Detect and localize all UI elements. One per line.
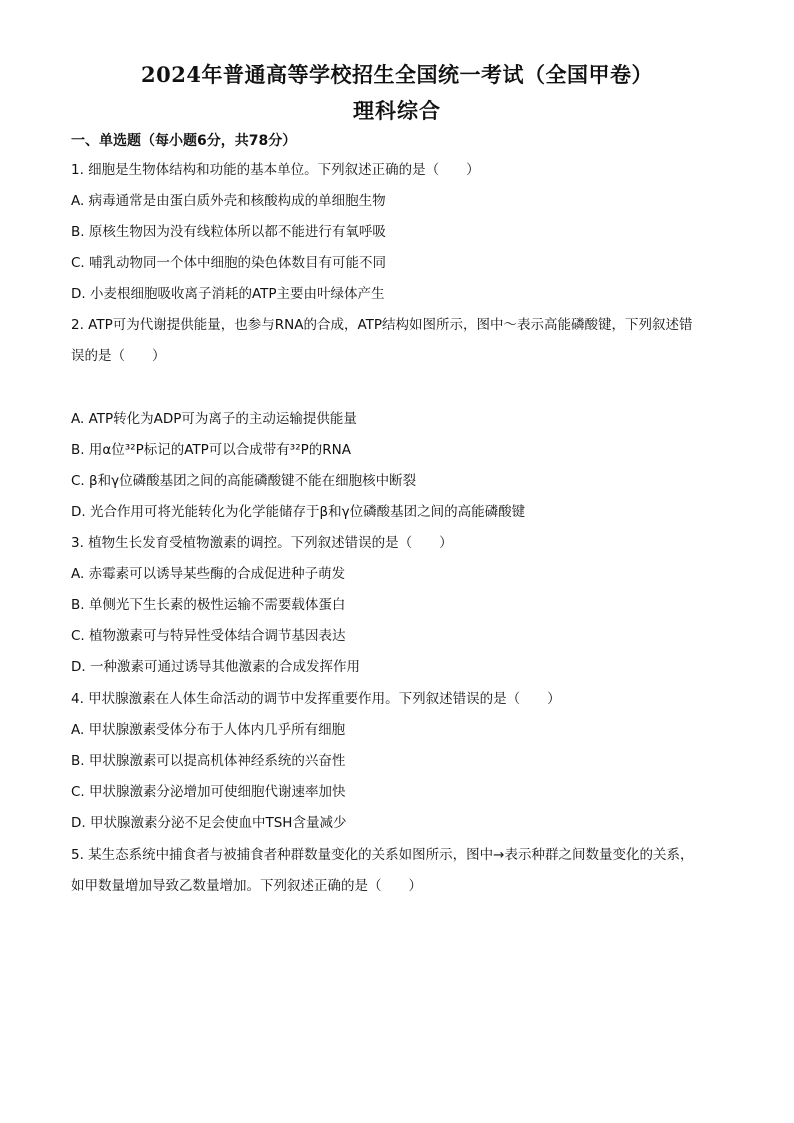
question-3-option-b: B. 单侧光下生长素的极性运输不需要载体蛋白 [71,597,346,613]
question-3-stem: 3. 植物生长发育受植物激素的调控。下列叙述错误的是（ ） [71,535,453,551]
question-2-option-a: A. ATP转化为ADP可为离子的主动运输提供能量 [71,411,357,427]
exam-subtitle: 理科综合 [353,98,441,123]
question-1-option-c: C. 哺乳动物同一个体中细胞的染色体数目有可能不同 [71,255,387,271]
question-2-option-b: B. 用α位³²P标记的ATP可以合成带有³²P的RNA [71,442,351,458]
question-3-option-d: D. 一种激素可通过诱导其他激素的合成发挥作用 [71,659,360,675]
question-3-option-c: C. 植物激素可与特异性受体结合调节基因表达 [71,628,346,644]
question-5-stem-line-2: 如甲数量增加导致乙数量增加。下列叙述正确的是（ ） [71,878,422,894]
question-5-stem-line-1: 5. 某生态系统中捕食者与被捕食者种群数量变化的关系如图所示，图中→表示种群之间数量变化的关系， [71,847,694,863]
question-1-option-d: D. 小麦根细胞吸收离子消耗的ATP主要由叶绿体产生 [71,286,385,302]
question-3-option-a: A. 赤霉素可以诱导某些酶的合成促进种子萌发 [71,566,346,582]
question-1-option-b: B. 原核生物因为没有线粒体所以都不能进行有氧呼吸 [71,224,386,240]
question-2-stem-line-2: 误的是（ ） [71,348,166,364]
question-2-option-c: C. β和γ位磷酸基团之间的高能磷酸键不能在细胞核中断裂 [71,473,417,489]
question-1-option-a: A. 病毒通常是由蛋白质外壳和核酸构成的单细胞生物 [71,193,386,209]
question-4-option-a: A. 甲状腺激素受体分布于人体内几乎所有细胞 [71,722,346,738]
exam-title: 2024年普通高等学校招生全国统一考试（全国甲卷） [141,62,653,87]
question-2-option-d: D. 光合作用可将光能转化为化学能储存于β和γ位磷酸基团之间的高能磷酸键 [71,504,526,520]
section-heading: 一、单选题（每小题6分，共78分） [71,133,297,149]
question-4-option-d: D. 甲状腺激素分泌不足会使血中TSH含量减少 [71,815,347,831]
question-2-stem-line-1: 2. ATP可为代谢提供能量，也参与RNA的合成，ATP结构如图所示，图中～表示高能磷酸键，下列叙述错 [71,317,693,333]
question-1-stem: 1. 细胞是生物体结构和功能的基本单位。下列叙述正确的是（ ） [71,162,480,178]
question-4-option-b: B. 甲状腺激素可以提高机体神经系统的兴奋性 [71,753,346,769]
question-4-option-c: C. 甲状腺激素分泌增加可使细胞代谢速率加快 [71,784,346,800]
question-4-stem: 4. 甲状腺激素在人体生命活动的调节中发挥重要作用。下列叙述错误的是（ ） [71,691,561,707]
